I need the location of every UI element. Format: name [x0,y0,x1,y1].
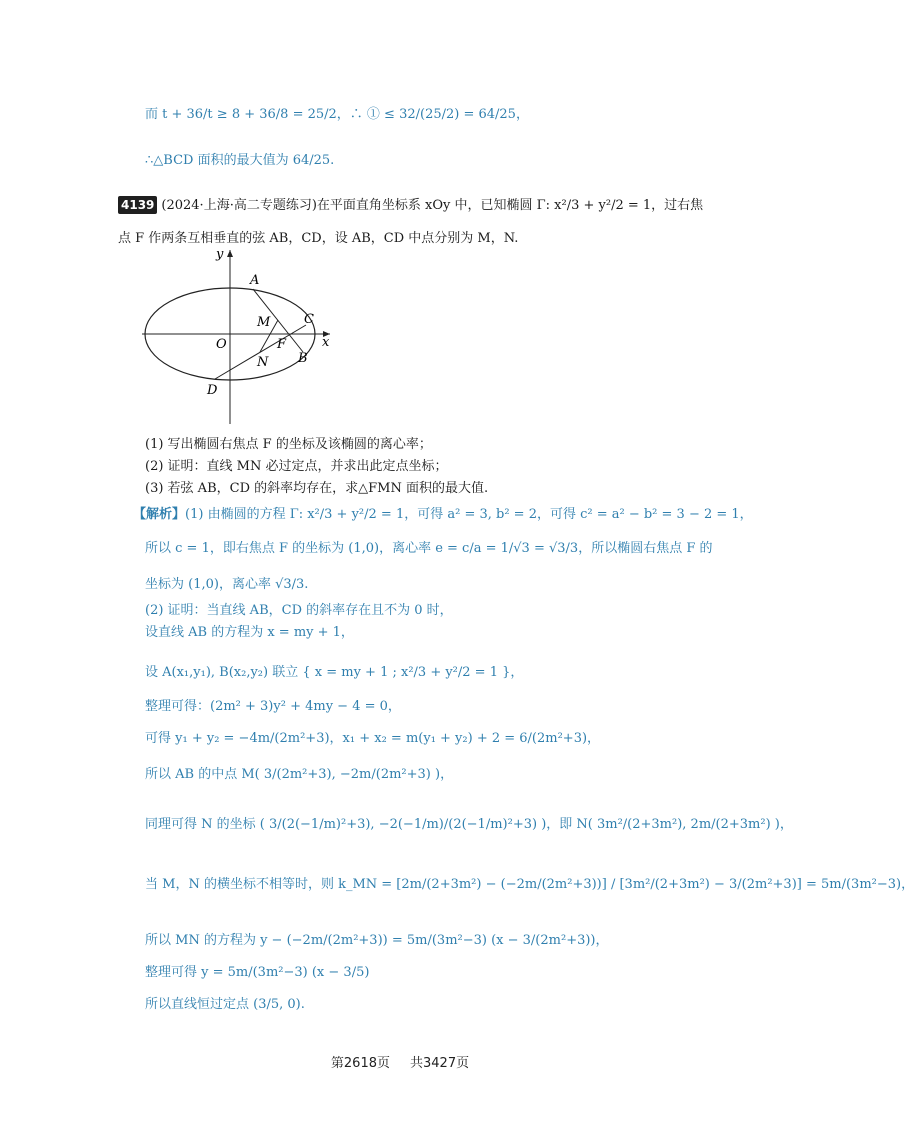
solution-line-2: 所以 c = 1，即右焦点 F 的坐标为 (1,0)，离心率 e = c/a = 1/√3 = √3/3，所以椭圆右焦点 F 的 [145,541,713,556]
solution-line-9: 所以 AB 的中点 M( 3/(2m²+3), −2m/(2m²+3) )， [145,767,454,782]
total-pages: 共3427页 [410,1056,470,1071]
label-O: O [216,337,227,352]
top-line-2: ∴△BCD 面积的最大值为 64/25. [145,153,335,168]
y-axis-arrow-icon [227,250,233,257]
solution-line-4: (2) 证明：当直线 AB，CD 的斜率存在且不为 0 时， [145,603,453,618]
solution-line-10: 同理可得 N 的坐标 ( 3/(2(−1/m)²+3), −2(−1/m)/(2(−1/m)²+3) )，即 N( 3m²/(2+3m²), 2m/(2+3m²) )， [145,817,793,832]
solution-line-7: 整理可得：(2m² + 3)y² + 4my − 4 = 0， [145,699,401,714]
solution-line-14: 所以直线恒过定点 (3/5, 0). [145,997,305,1012]
label-C: C [304,312,314,327]
question-1: (1) 写出椭圆右焦点 F 的坐标及该椭圆的离心率； [145,437,432,452]
solution-line-6: 设 A(x₁,y₁), B(x₂,y₂) 联立 { x = my + 1 ; x²/3 + y²/2 = 1 }， [145,665,524,680]
solution-text-1: (1) 由椭圆的方程 Γ: x²/3 + y²/2 = 1，可得 a² = 3, b² = 2，可得 c² = a² − b² = 3 − 2 = 1， [185,507,753,522]
problem-line-1: (2024·上海·高二专题练习)在平面直角坐标系 xOy 中，已知椭圆 Γ: x²/3 + y²/2 = 1，过右焦 [161,198,704,213]
problem-number-badge: 4139 [118,196,157,214]
page-footer [0,1052,800,1071]
solution-line-8: 可得 y₁ + y₂ = −4m/(2m²+3)，x₁ + x₂ = m(y₁ + y₂) + 2 = 6/(2m²+3)， [145,731,601,746]
label-D: D [207,383,218,398]
label-F: F [277,337,287,352]
label-A: A [250,273,260,288]
solution-line-13: 整理可得 y = 5m/(3m²−3) (x − 3/5) [145,965,370,980]
label-x: x [322,335,330,350]
label-M: M [257,315,271,330]
solution-line-11: 当 M，N 的横坐标不相等时，则 k_MN = [2m/(2+3m²) − (−2m/(2m²+3))] / [3m²/(2+3m²) − 3/(2m²+3)] = 5m/(3m²−3)， [145,877,914,892]
page-number: 第2618页 [330,1056,390,1071]
question-3: (3) 若弦 AB，CD 的斜率均存在，求△FMN 面积的最大值. [145,481,489,496]
solution-tag: 【解析】 [133,507,186,522]
solution-line-12: 所以 MN 的方程为 y − (−2m/(2m²+3)) = 5m/(3m²−3) (x − 3/(2m²+3))， [145,933,609,948]
label-y: y [216,247,224,262]
question-2: (2) 证明：直线 MN 必过定点，并求出此定点坐标； [145,459,448,474]
problem-line-2: 点 F 作两条互相垂直的弦 AB，CD，设 AB，CD 中点分别为 M，N. [118,231,519,246]
ellipse-figure [140,248,360,428]
solution-line-1 [133,506,753,524]
top-line-1: 而 t + 36/t ≥ 8 + 36/8 = 25/2，∴ ① ≤ 32/(25/2) = 64/25， [145,107,529,122]
solution-line-5: 设直线 AB 的方程为 x = my + 1， [145,625,354,640]
problem-header [118,196,703,215]
solution-line-3: 坐标为 (1,0)，离心率 √3/3. [145,577,309,592]
label-N: N [257,355,269,370]
label-B: B [298,351,308,366]
